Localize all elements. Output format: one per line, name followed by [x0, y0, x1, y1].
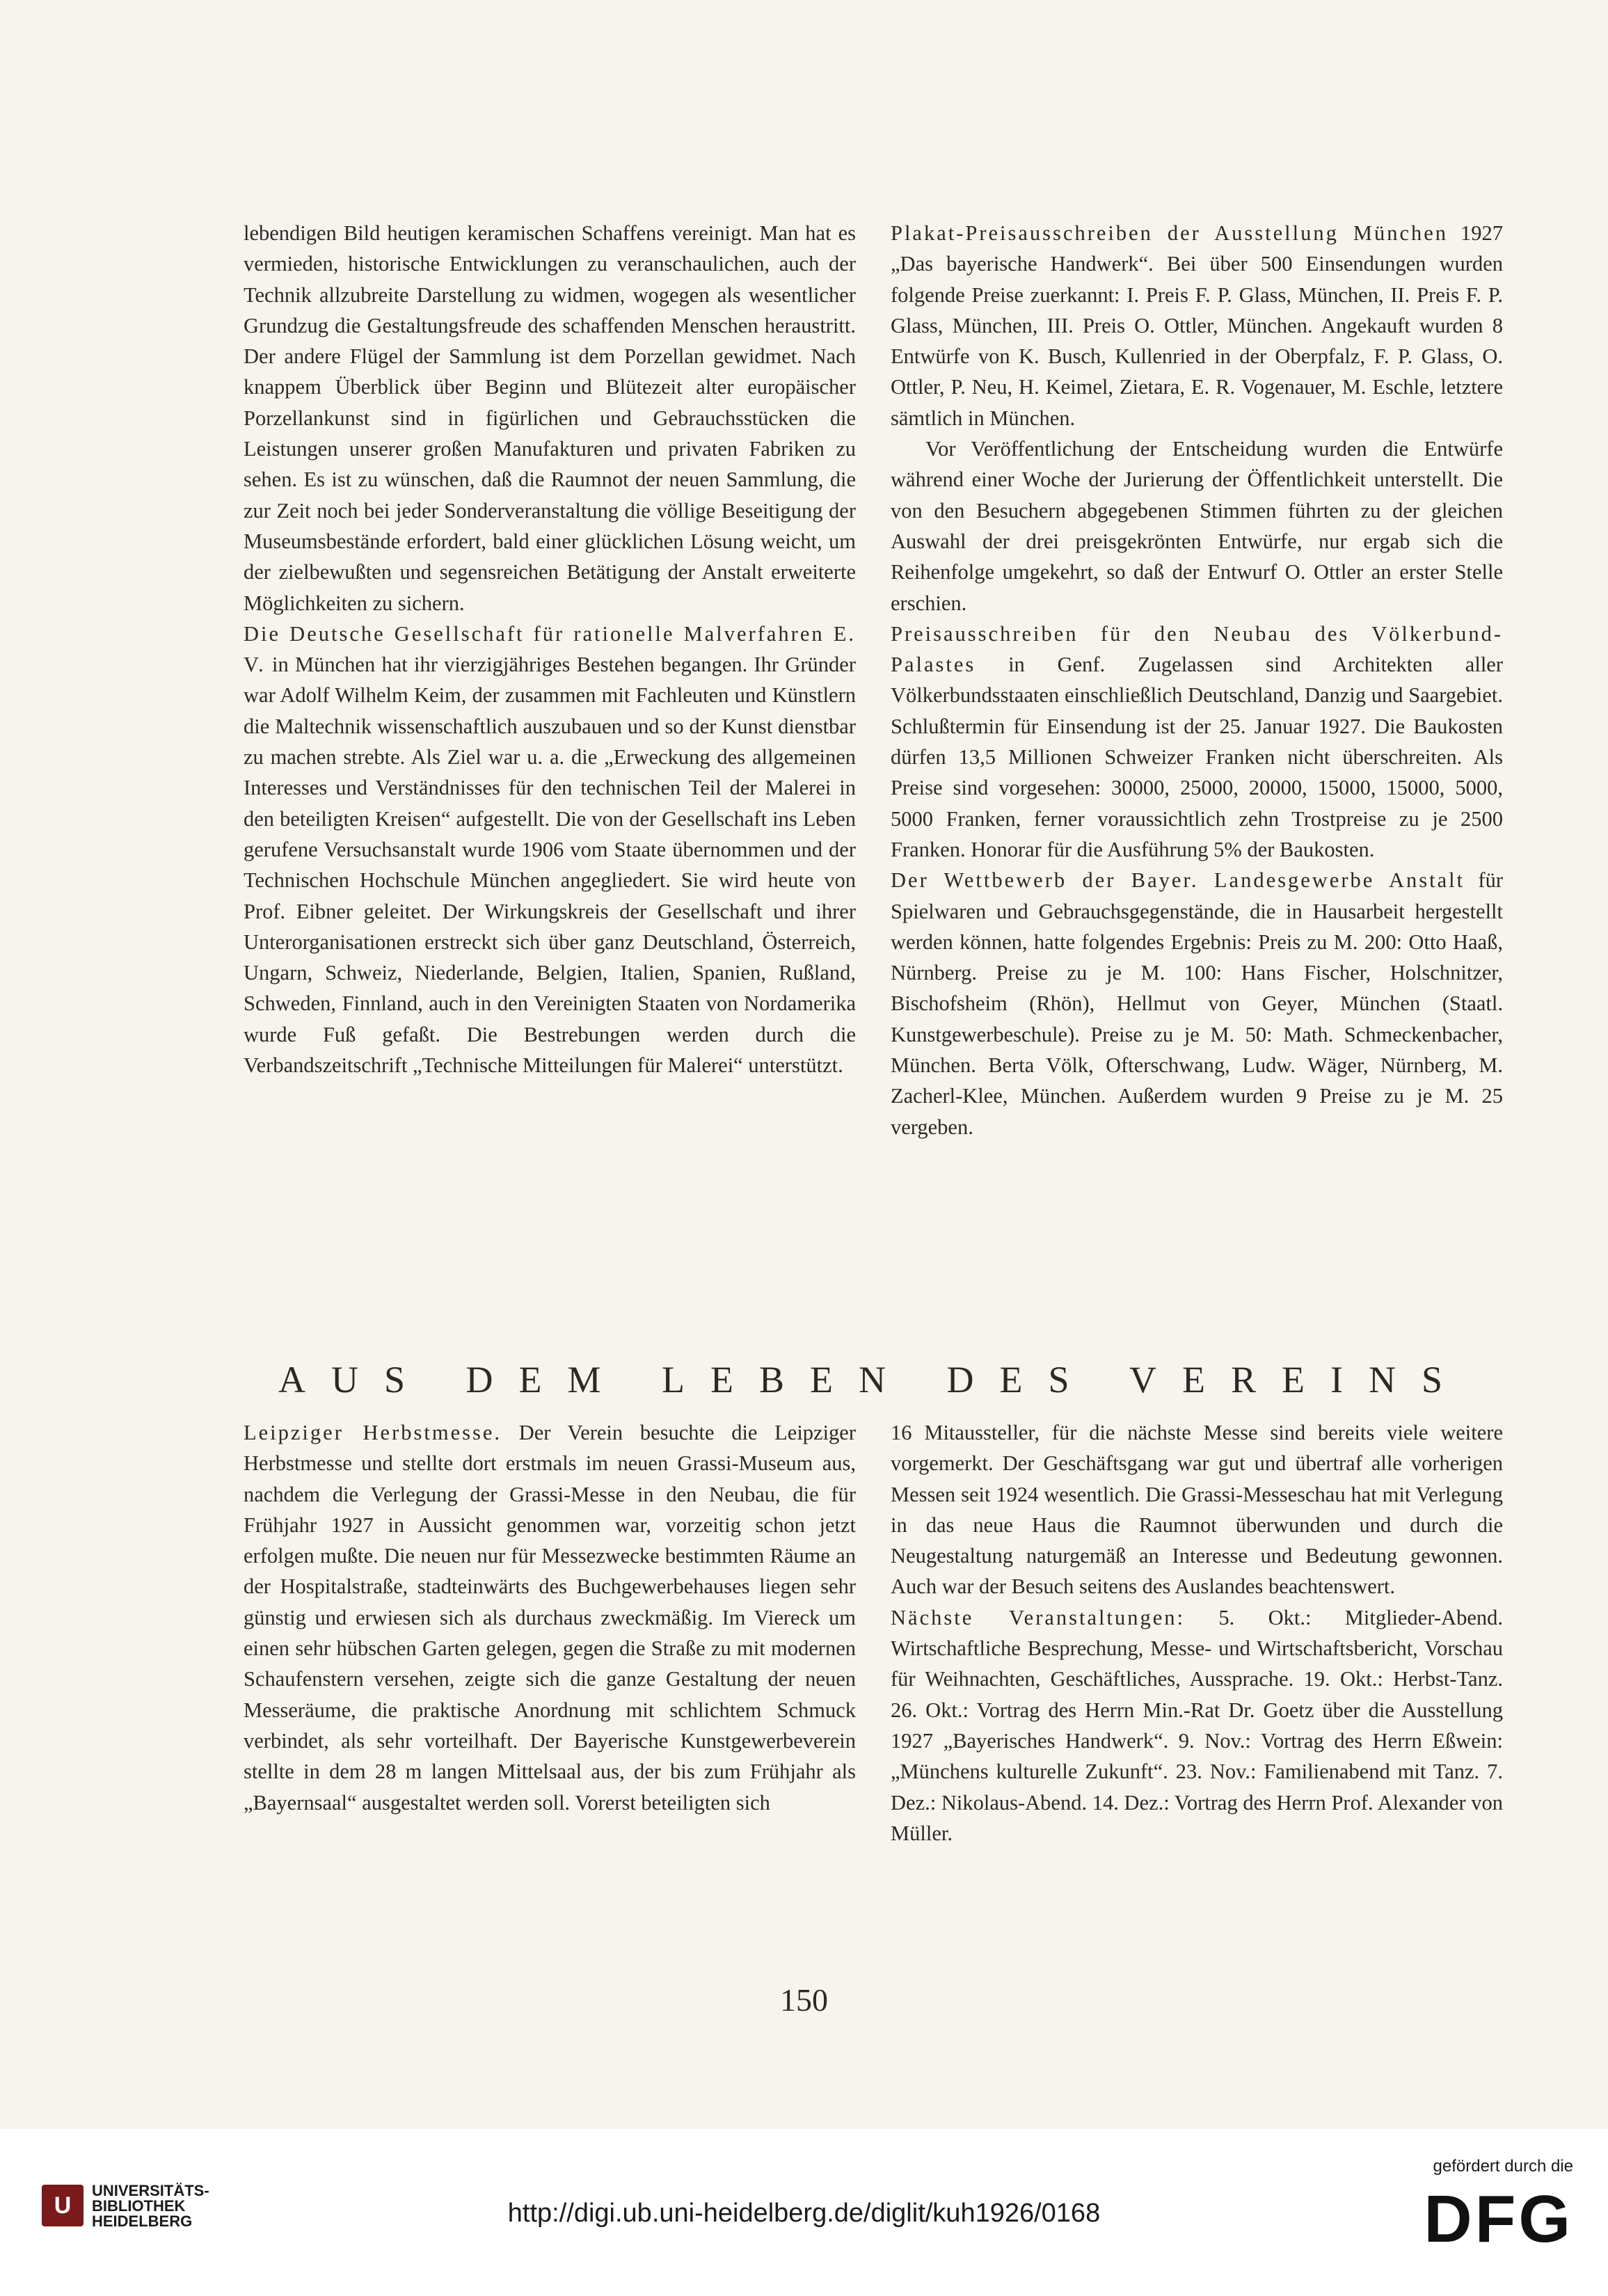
paragraph-lead: Die Deutsche Gesellschaft für rationelle Malverfahren E. V.	[244, 621, 856, 677]
paragraph-lead: Preisausschreiben für den Neubau des Völkerbund-Palastes	[891, 621, 1503, 677]
paragraph-text: 5. Okt.: Mitglieder-Abend. Wirtschaftliche Besprechung, Messe- und Wirtschaftsbericht, Vorschau für Weihnachten, Geschäftliches, Aussprache. 19. Okt.: Herbst-Tanz. 26. Okt.: Vortrag des Herrn Min.-Rat Dr. Goetz über die Ausstellung 1927 „Bayerisches Handwerk“. 9. Nov.: Vortrag des Herrn Eßwein: „Münchens kulturelle Zukunft“. 23. Nov.: Familienabend mit Tanz. 7. Dez.: Nikolaus-Abend. 14. Dez.: Vortrag des Herrn Prof. Alexander von Müller.	[891, 1605, 1503, 1845]
section-heading: AUS DEM LEBEN DES VEREINS	[278, 1359, 1469, 1401]
paragraph	[891, 1602, 1503, 1849]
paragraph-text: 16 Mitaussteller, für die nächste Messe sind bereits viele weitere vorgemerkt. Der Geschäftsgang war gut und übertraf alle vorherigen Messen seit 1924 wesentlich. Die Grassi-Messeschau hat mit Verlegung in das neue Haus die Raumnot überwunden und durch die Neugestaltung naturgemäß an Interesse und Bedeutung gewonnen. Auch war der Besuch seitens des Auslandes beachtenswert.	[891, 1421, 1503, 1599]
paragraph-lead: Plakat-Preisausschreiben der Ausstellung München	[891, 221, 1449, 245]
library-name	[92, 2183, 209, 2229]
paragraph	[244, 218, 856, 619]
funding-label: gefördert durch die	[1433, 2157, 1573, 2176]
paragraph	[244, 1417, 856, 1818]
paragraph	[891, 865, 1503, 1142]
dfg-logo-icon[interactable]: DFG	[1424, 2182, 1573, 2256]
paragraph-text: Der Verein besuchte die Leipziger Herbstmesse und stellte dort erstmals im neuen Grassi-Museum aus, nachdem die Verlegung der Grassi-Messe in den Neubau, die für Frühjahr 1927 in Aussicht genommen war, vorzeitig schon jetzt erfolgen mußte. Die neuen nur für Messezwecke bestimmten Räume an der Hospitalstraße, stadteinwärts des Buchgewerbehauses liegen sehr günstig und erwiesen sich als durchaus zweckmäßig. Im Viereck um einen sehr hübschen Garten gelegen, gegen die Straße zu mit modernen Schaufenstern versehen, zeigte sich die ganze Gestaltung der neuen Messeräume, die praktische Anordnung mit schlichtem Schmuck verbindet, als sehr vorteilhaft. Der Bayerische Kunstgewerbeverein stellte in dem 28 m langen Mittelsaal aus, der bis zum Frühjahr als „Bayernsaal“ ausgestaltet werden soll. Vorerst beteiligten sich	[244, 1421, 856, 1815]
paragraph	[891, 1417, 1503, 1602]
source-url-link[interactable]: http://digi.ub.uni-heidelberg.de/diglit/kuh1926/0168	[507, 2199, 1101, 2228]
article-column-top-right	[891, 218, 1503, 1142]
paragraph-lead: Leipziger Herbstmesse.	[244, 1421, 502, 1444]
library-logo-icon[interactable]: U	[42, 2185, 83, 2226]
article-column-bottom-left	[244, 1417, 856, 1818]
paragraph-text: 1927 „Das bayerische Handwerk“. Bei über 500 Einsendungen wurden folgende Preise zuerkannt: I. Preis F. P. Glass, München, II. Preis F. P. Glass, München, III. Preis O. Ottler, München. Angekauft wurden 8 Entwürfe von K. Busch, Kullenried in der Oberpfalz, F. P. Glass, O. Ottler, P. Neu, H. Keimel, Zietara, E. R. Vogenauer, M. Eschle, letztere sämtlich in München.	[891, 221, 1504, 430]
page-number: 150	[780, 1982, 828, 2018]
library-name-line: HEIDELBERG	[92, 2213, 193, 2230]
paragraph-text: in Genf. Zugelassen sind Architekten aller Völkerbundsstaaten einschließlich Deutschland, Danzig und Saargebiet. Schlußtermin für Einsendung ist der 25. Januar 1927. Die Baukosten dürfen 13,5 Millionen Schweizer Franken nicht überschreiten. Als Preise sind vorgesehen: 30000, 25000, 20000, 15000, 15000, 5000, 5000 Franken, ferner voraussichtlich zehn Trostpreise zu je 2500 Franken. Honorar für die Ausführung 5% der Baukosten.	[891, 653, 1503, 861]
article-column-bottom-right	[891, 1417, 1503, 1849]
paragraph-text: für Spielwaren und Gebrauchsgegenstände, die in Hausarbeit hergestellt werden können, hatte folgendes Ergebnis: Preis zu M. 200: Otto Haaß, Nürnberg. Preise zu je M. 100: Hans Fischer, Holschnitzer, Bischofsheim (Rhön), Hellmut von Geyer, München (Staatl. Kunstgewerbeschule). Preise zu je M. 50: Math. Schmeckenbacher, München. Berta Völk, Ofterschwang, Ludw. Wäger, Nürnberg, M. Zacherl-Klee, München. Außerdem wurden 9 Preise zu je M. 25 vergeben.	[891, 868, 1503, 1139]
library-name-line: BIBLIOTHEK	[92, 2197, 186, 2215]
paragraph	[891, 218, 1503, 433]
paragraph	[891, 433, 1503, 619]
digitization-footer	[0, 2129, 1608, 2296]
paragraph-text: lebendigen Bild heutigen keramischen Schaffens vereinigt. Man hat es vermieden, historische Entwicklungen zu veranschaulichen, auch der Technik allzubreite Darstellung zu widmen, wogegen als wesentlicher Grundzug die Gestaltungsfreude des schaffenden Menschen heraustritt. Der andere Flügel der Sammlung ist dem Porzellan gewidmet. Nach knappem Überblick über Beginn und Blütezeit alter europäischer Porzellankunst sind in figürlichen und Gebrauchsstücken die Leistungen unserer großen Manufakturen und privaten Fabriken zu sehen. Es ist zu wünschen, daß die Raumnot der neuen Sammlung, die zur Zeit noch bei jeder Sonderveranstaltung die völlige Beseitigung der Museumsbestände erfordert, bald einer glücklichen Lösung weicht, um der zielbewußten und segensreichen Betätigung der Anstalt erweiterte Möglichkeiten zu sichern.	[244, 221, 856, 615]
paragraph-lead: Der Wettbewerb der Bayer. Landesgewerbe Anstalt	[891, 868, 1465, 893]
paragraph-lead: Nächste Veranstaltungen:	[891, 1605, 1185, 1629]
paragraph-text: in München hat ihr vierzigjähriges Bestehen begangen. Ihr Gründer war Adolf Wilhelm Keim, der zusammen mit Fachleuten und Künstlern die Maltechnik wissenschaftlich auszubauen und so der Kunst dienstbar zu machen strebte. Als Ziel war u. a. die „Erweckung des allgemeinen Interesses und Verständnisses für den technischen Teil der Malerei in den beteiligten Kreisen“ aufgestellt. Die von der Gesellschaft ins Leben gerufene Versuchsanstalt wurde 1906 vom Staate übernommen und der Technischen Hochschule München angegliedert. Sie wird heute von Prof. Eibner geleitet. Der Wirkungskreis der Gesellschaft und ihrer Unterorganisationen erstreckt sich über ganz Deutschland, Österreich, Ungarn, Schweiz, Niederlande, Belgien, Italien, Spanien, Rußland, Schweden, Finnland, auch in den Vereinigten Staaten von Nordamerika wurde Fuß gefaßt. Die Bestrebungen werden durch die Verbandszeitschrift „Technische Mitteilungen für Malerei“ unterstützt.	[244, 653, 856, 1078]
library-name-line: UNIVERSITÄTS-	[92, 2182, 209, 2199]
article-column-top-left	[244, 218, 856, 1081]
paragraph	[244, 619, 856, 1081]
paragraph	[891, 619, 1503, 865]
funding-notice	[1364, 2157, 1573, 2256]
paragraph-text: Vor Veröffentlichung der Entscheidung wurden die Entwürfe während einer Woche der Jurierung der Öffentlichkeit unterstellt. Die von den Besuchern abgegebenen Stimmen führten zu der gleichen Auswahl der drei preisgekrönten Entwürfe, nur ergab sich die Reihenfolge umgekehrt, so daß der Entwurf O. Ottler an erster Stelle erschien.	[891, 437, 1503, 615]
